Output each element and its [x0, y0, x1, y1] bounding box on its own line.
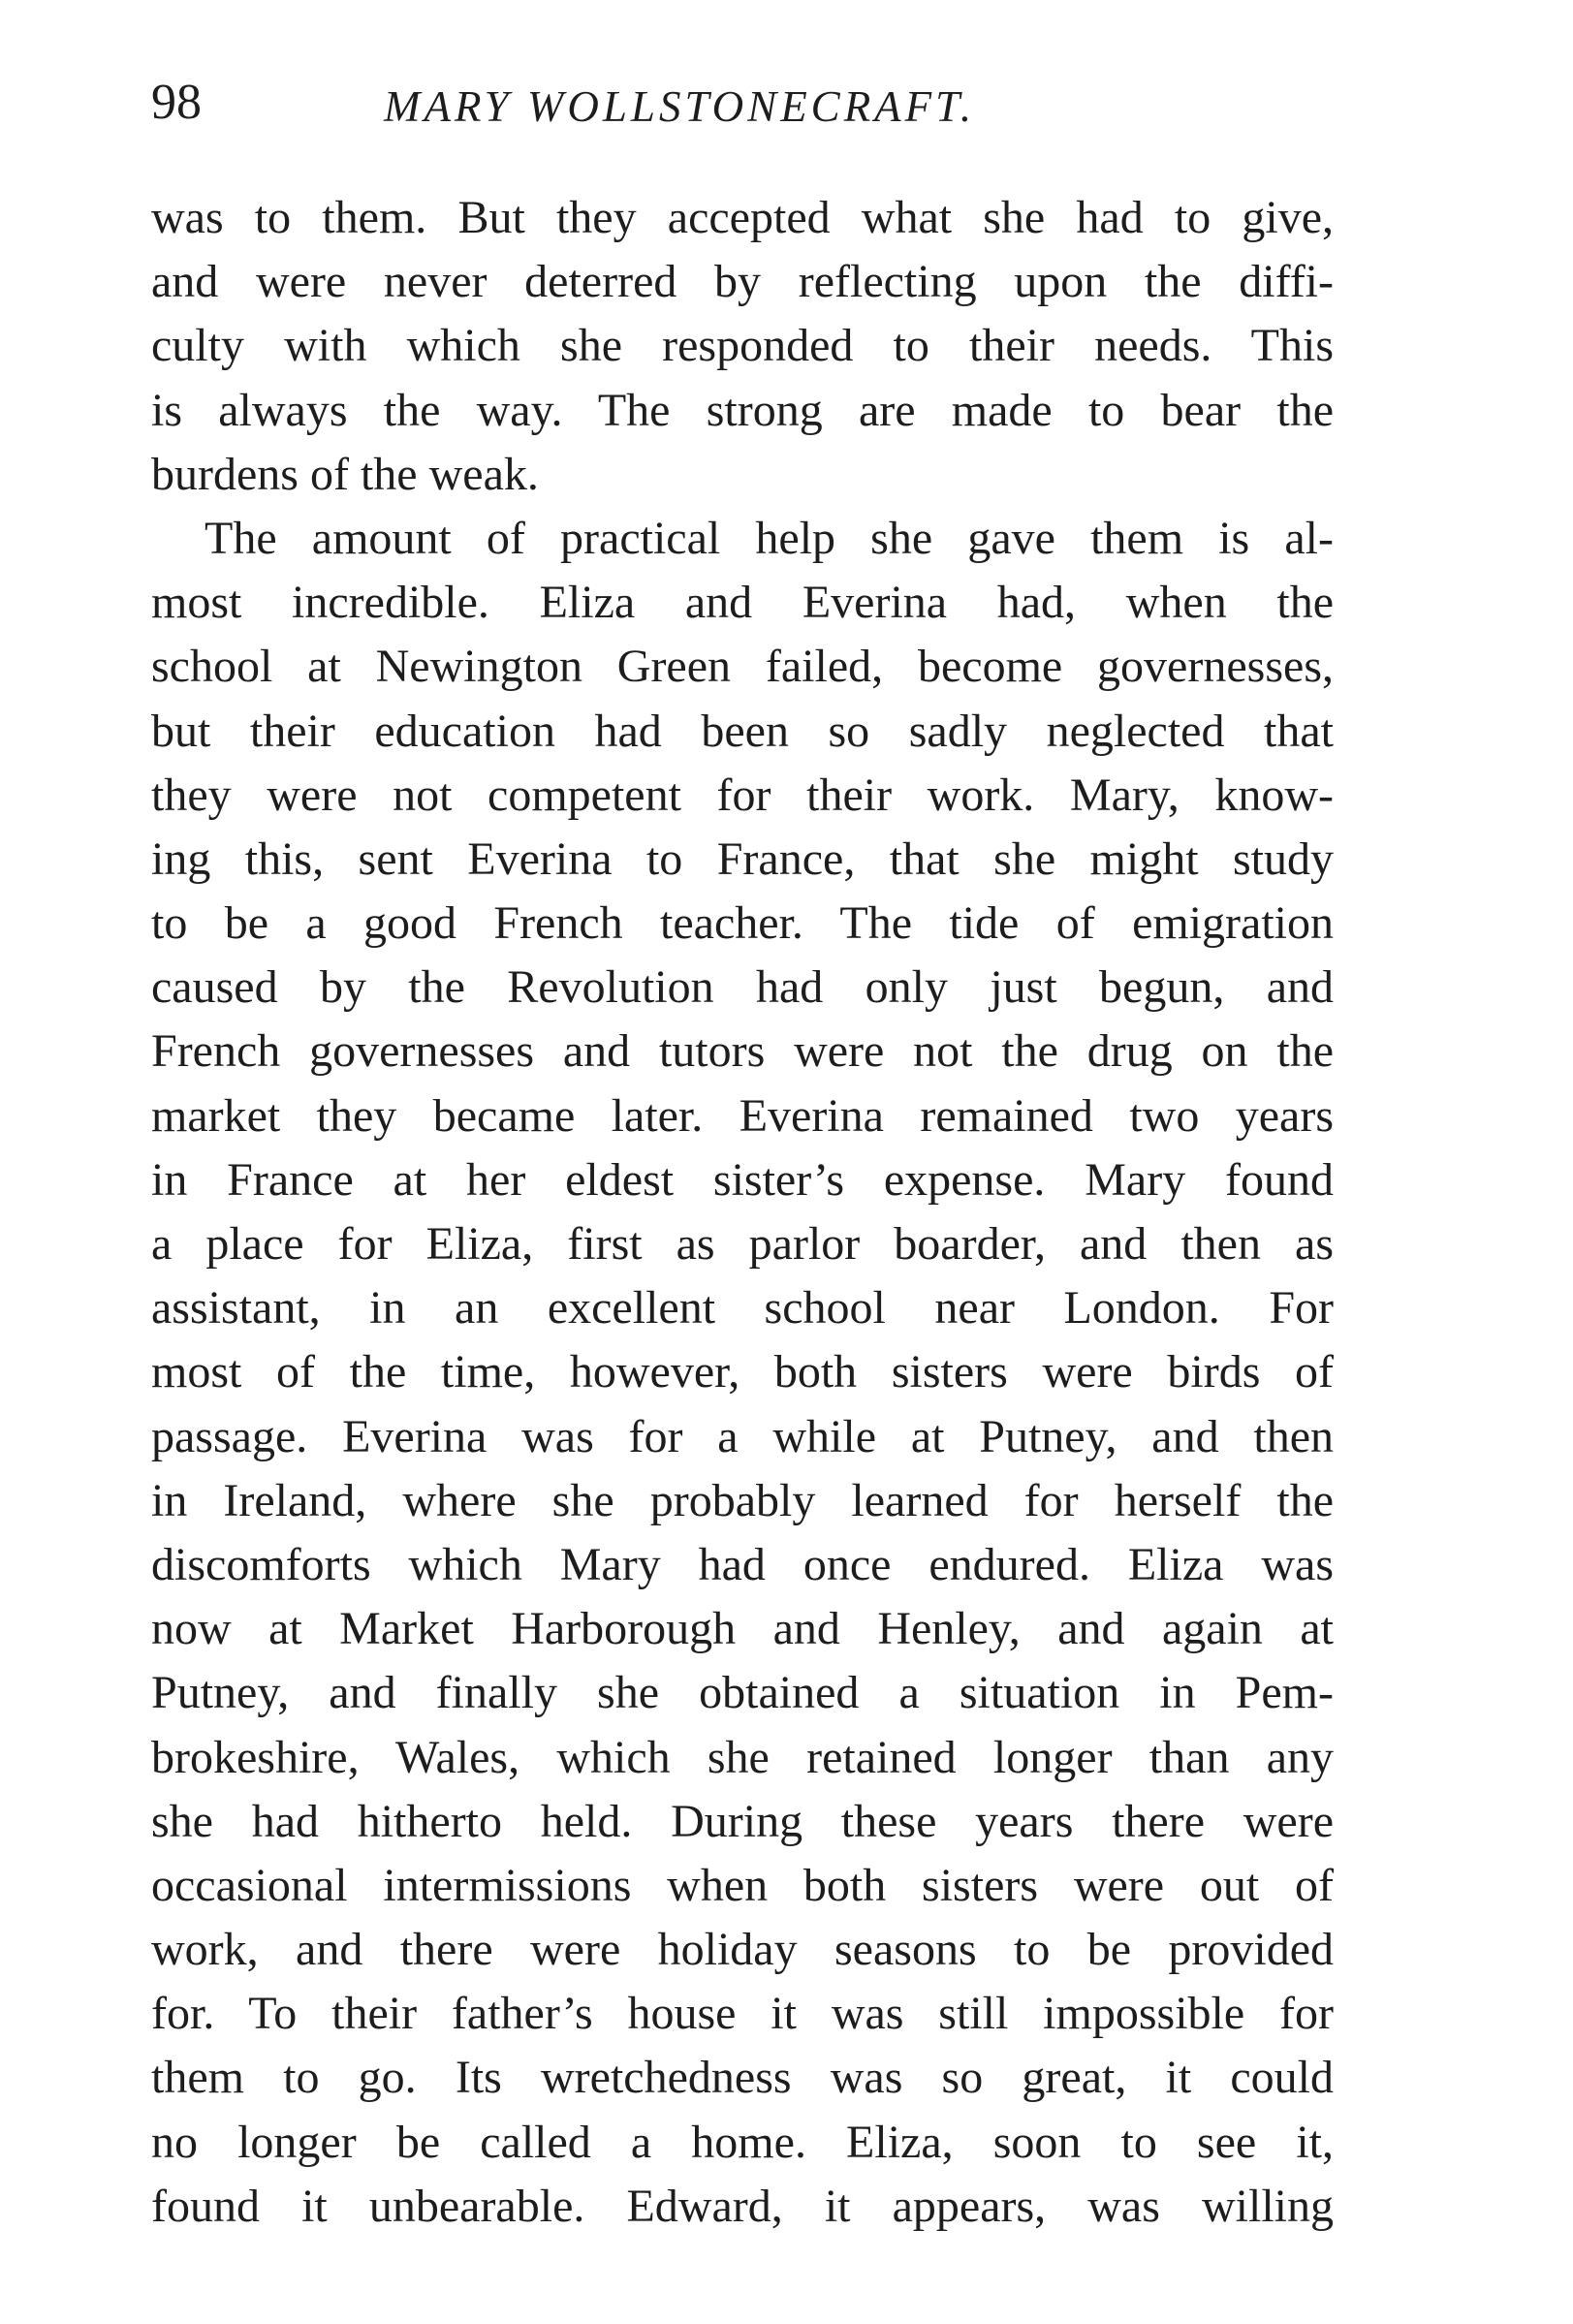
text-line: and were never deterred by reflecting upon the diffi-	[151, 256, 1334, 308]
running-head	[145, 68, 1357, 155]
text-line: culty with which she responded to their needs. This	[151, 320, 1334, 372]
text-line: French governesses and tutors were not the drug on the	[151, 1025, 1334, 1078]
body-text	[151, 186, 1334, 2239]
text-line: brokeshire, Wales, which she retained longer than any	[151, 1731, 1334, 1783]
text-line: now at Market Harborough and Henley, and again at	[151, 1603, 1334, 1655]
text-line: discomforts which Mary had once endured. Eliza was	[151, 1538, 1334, 1590]
text-line: work, and there were holiday seasons to be provided	[151, 1924, 1334, 1976]
text-line: market they became later. Everina remained two years	[151, 1089, 1334, 1142]
text-line: ing this, sent Everina to France, that she might study	[151, 832, 1334, 885]
text-line: no longer be called a home. Eliza, soon to see it,	[151, 2116, 1334, 2168]
text-line: most of the time, however, both sisters were birds of	[151, 1346, 1334, 1398]
text-line: occasional intermissions when both sisters were out of	[151, 1859, 1334, 1911]
text-line: them to go. Its wretchedness was so great, it could	[151, 2052, 1334, 2104]
text-line: for. To their father’s house it was still impossible for	[151, 1988, 1334, 2040]
text-line: caused by the Revolution had only just begun, and	[151, 961, 1334, 1014]
text-line: to be a good French teacher. The tide of emigration	[151, 897, 1334, 950]
text-line: a place for Eliza, first as parlor boarder, and then as	[151, 1218, 1334, 1270]
running-title: MARY WOLLSTONECRAFT.	[384, 82, 976, 131]
text-line: passage. Everina was for a while at Putney, and then	[151, 1410, 1334, 1462]
text-line: was to them. But they accepted what she had to give,	[151, 192, 1334, 243]
paragraph-first-line: The amount of practical help she gave them is al-	[204, 512, 1334, 564]
text-line: they were not competent for their work. Mary, know-	[151, 769, 1334, 821]
text-line: in France at her eldest sister’s expense. Mary found	[151, 1153, 1334, 1206]
text-line: school at Newington Green failed, become governesses,	[151, 641, 1334, 693]
text-line: found it unbearable. Edward, it appears, was willing	[151, 2180, 1334, 2232]
text-line: burdens of the weak.	[151, 448, 539, 500]
text-line: most incredible. Eliza and Everina had, when the	[151, 577, 1334, 629]
text-line: but their education had been so sadly neglected that	[151, 705, 1334, 757]
text-line: in Ireland, where she probably learned for herself the	[151, 1474, 1334, 1526]
text-line: Putney, and finally she obtained a situation in Pem-	[151, 1667, 1334, 1719]
text-line: is always the way. The strong are made to bear the	[151, 384, 1334, 436]
text-line: assistant, in an excellent school near London. For	[151, 1282, 1334, 1335]
text-line: she had hitherto held. During these years there were	[151, 1795, 1334, 1847]
page-number: 98	[151, 75, 202, 130]
